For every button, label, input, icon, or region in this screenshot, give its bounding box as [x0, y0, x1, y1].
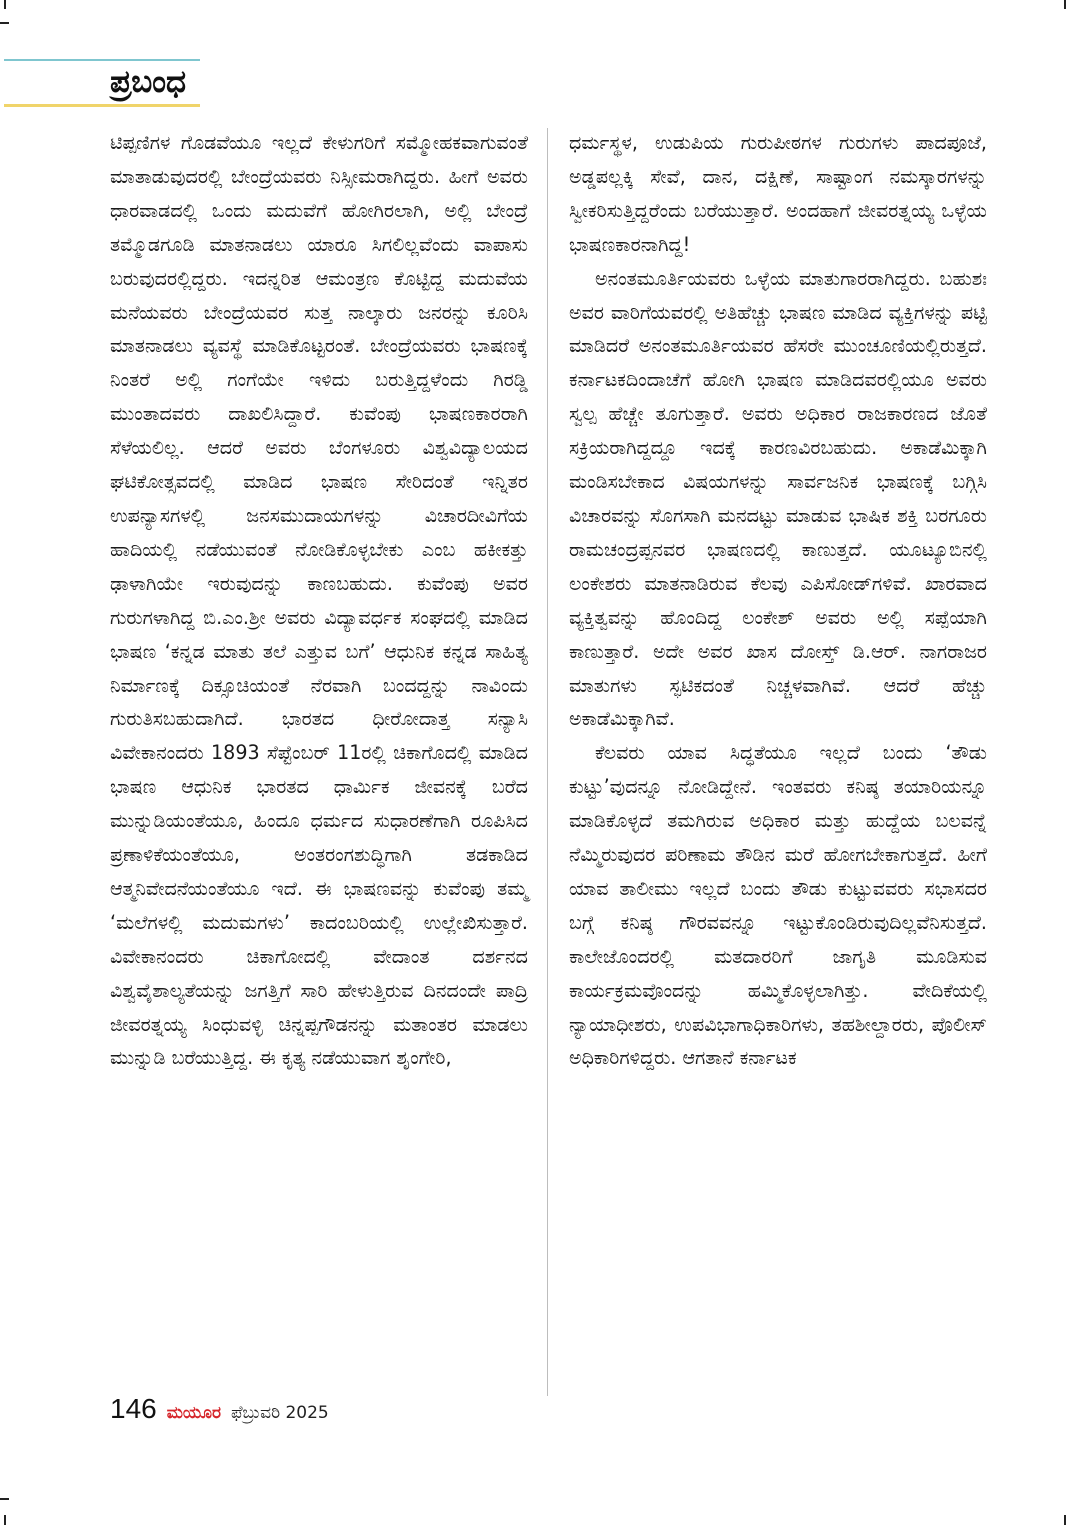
section-title: ಪ್ರಬಂಧ	[110, 64, 186, 100]
crop-mark-bottom-left-h	[0, 1498, 9, 1500]
section-rule-bottom	[4, 104, 200, 107]
left-paragraph-1: ಟಿಪ್ಪಣಿಗಳ ಗೊಡವೆಯೂ ಇಲ್ಲದೆ ಕೇಳುಗರಿಗೆ ಸಮ್ಮೋಹಕವಾಗುವಂತೆ ಮಾತಾಡುವುದರಲ್ಲಿ ಬೇಂದ್ರೆಯವರು ನಿಸ್ಸೀಮರಾಗಿದ್ದರು. ಹೀಗೆ ಅವರು ಧಾರವಾಡದಲ್ಲಿ ಒಂದು ಮದುವೆಗೆ ಹೋಗಿರಲಾಗಿ, ಅಲ್ಲಿ ಬೇಂದ್ರೆ ತಮ್ಮೊಡಗೂಡಿ ಮಾತನಾಡಲು ಯಾರೂ ಸಿಗಲಿಲ್ಲವೆಂದು ವಾಪಾಸು ಬರುವುದರಲ್ಲಿದ್ದರು. ಇದನ್ನರಿತ ಆಮಂತ್ರಣ ಕೊಟ್ಟಿದ್ದ ಮದುವೆಯ ಮನೆಯವರು ಬೇಂದ್ರೆಯವರ ಸುತ್ತ ನಾಲ್ಕಾರು ಜನರನ್ನು ಕೂರಿಸಿ ಮಾತನಾಡಲು ವ್ಯವಸ್ಥೆ ಮಾಡಿಕೊಟ್ಟರಂತೆ. ಬೇಂದ್ರೆಯವರು ಭಾಷಣಕ್ಕೆ ನಿಂತರೆ ಅಲ್ಲಿ ಗಂಗೆಯೇ ಇಳಿದು ಬರುತ್ತಿದ್ದಳೆಂದು ಗಿರಡ್ಡಿ ಮುಂತಾದವರು ದಾಖಲಿಸಿದ್ದಾರೆ. ಕುವೆಂಪು ಭಾಷಣಕಾರರಾಗಿ ಸೆಳೆಯಲಿಲ್ಲ. ಆದರೆ ಅವರು ಬೆಂಗಳೂರು ವಿಶ್ವವಿದ್ಯಾಲಯದ ಘಟಿಕೋತ್ಸವದಲ್ಲಿ ಮಾಡಿದ ಭಾಷಣ ಸೇರಿದಂತೆ ಇನ್ನಿತರ ಉಪನ್ಯಾಸಗಳಲ್ಲಿ ಜನಸಮುದಾಯಗಳನ್ನು ವಿಚಾರದೀವಿಗೆಯ ಹಾದಿಯಲ್ಲಿ ನಡೆಯುವಂತೆ ನೋಡಿಕೊಳ್ಳಬೇಕು ಎಂಬ ಹಕೀಕತ್ತು ಢಾಳಾಗಿಯೇ ಇರುವುದನ್ನು ಕಾಣಬಹುದು. ಕುವೆಂಪು ಅವರ ಗುರುಗಳಾಗಿದ್ದ ಬಿ.ಎಂ.ಶ್ರೀ ಅವರು ವಿದ್ಯಾವರ್ಧಕ ಸಂಘದಲ್ಲಿ ಮಾಡಿದ ಭಾಷಣ ‘ಕನ್ನಡ ಮಾತು ತಲೆ ಎತ್ತುವ ಬಗೆ’ ಆಧುನಿಕ ಕನ್ನಡ ಸಾಹಿತ್ಯ ನಿರ್ಮಾಣಕ್ಕೆ ದಿಕ್ಸೂಚಿಯಂತೆ ನೆರವಾಗಿ ಬಂದದ್ದನ್ನು ನಾವಿಂದು ಗುರುತಿಸಬಹುದಾಗಿದೆ. ಭಾರತದ ಧೀರೋದಾತ್ತ ಸನ್ಯಾಸಿ ವಿವೇಕಾನಂದರು 1893 ಸೆಪ್ಟೆಂಬರ್ 11ರಲ್ಲಿ ಚಿಕಾಗೊದಲ್ಲಿ ಮಾಡಿದ ಭಾಷಣ ಆಧುನಿಕ ಭಾರತದ ಧಾರ್ಮಿಕ ಜೀವನಕ್ಕೆ ಬರೆದ ಮುನ್ನುಡಿಯಂತೆಯೂ, ಹಿಂದೂ ಧರ್ಮದ ಸುಧಾರಣೆಗಾಗಿ ರೂಪಿಸಿದ ಪ್ರಣಾಳಿಕೆಯಂತೆಯೂ, ಅಂತರಂಗಶುದ್ಧಿಗಾಗಿ ತಡಕಾಡಿದ ಆತ್ಮನಿವೇದನೆಯಂತೆಯೂ ಇದೆ. ಈ ಭಾಷಣವನ್ನು ಕುವೆಂಪು ತಮ್ಮ ‘ಮಲೆಗಳಲ್ಲಿ ಮದುಮಗಳು’ ಕಾದಂಬರಿಯಲ್ಲಿ ಉಲ್ಲೇಖಿಸುತ್ತಾರೆ. ವಿವೇಕಾನಂದರು ಚಿಕಾಗೋದಲ್ಲಿ ವೇದಾಂತ ದರ್ಶನದ ವಿಶ್ವವೈಶಾಲ್ಯತೆಯನ್ನು ಜಗತ್ತಿಗೆ ಸಾರಿ ಹೇಳುತ್ತಿರುವ ದಿನದಂದೇ ಪಾದ್ರಿ ಜೀವರತ್ನಯ್ಯ ಸಿಂಧುವಳ್ಳಿ ಚಿನ್ನಪ್ಪಗೌಡನನ್ನು ಮತಾಂತರ ಮಾಡಲು ಮುನ್ನುಡಿ ಬರೆಯುತ್ತಿದ್ದ. ಈ ಕೃತ್ಯ ನಡೆಯುವಾಗ ಶೃಂಗೇರಿ,	[110, 131, 528, 1070]
crop-mark-bottom-left	[4, 1515, 6, 1525]
right-paragraph-1: ಧರ್ಮಸ್ಥಳ, ಉಡುಪಿಯ ಗುರುಪೀಠಗಳ ಗುರುಗಳು ಪಾದಪೂಜೆ, ಅಡ್ಡಪಲ್ಲಕ್ಕಿ ಸೇವೆ, ದಾನ, ದಕ್ಷಿಣೆ, ಸಾಷ್ಟಾಂಗ ನಮಸ್ಕಾರಗಳನ್ನು ಸ್ವೀಕರಿಸುತ್ತಿದ್ದರೆಂದು ಬರೆಯುತ್ತಾರೆ. ಅಂದಹಾಗೆ ಜೀವರತ್ನಯ್ಯ ಒಳ್ಳೆಯ ಭಾಷಣಕಾರನಾಗಿದ್ದ!	[569, 131, 987, 256]
left-column	[110, 126, 528, 1075]
right-paragraph-2: ಅನಂತಮೂರ್ತಿಯವರು ಒಳ್ಳೆಯ ಮಾತುಗಾರರಾಗಿದ್ದರು. ಬಹುಶಃ ಅವರ ವಾರಿಗೆಯವರಲ್ಲಿ ಅತಿಹೆಚ್ಚು ಭಾಷಣ ಮಾಡಿದ ವ್ಯಕ್ತಿಗಳನ್ನು ಪಟ್ಟಿ ಮಾಡಿದರೆ ಅನಂತಮೂರ್ತಿಯವರ ಹೆಸರೇ ಮುಂಚೂಣಿಯಲ್ಲಿರುತ್ತದೆ. ಕರ್ನಾಟಕದಿಂದಾಚೆಗೆ ಹೋಗಿ ಭಾಷಣ ಮಾಡಿದವರಲ್ಲಿಯೂ ಅವರು ಸ್ವಲ್ಪ ಹೆಚ್ಚೇ ತೂಗುತ್ತಾರೆ. ಅವರು ಅಧಿಕಾರ ರಾಜಕಾರಣದ ಜೊತೆ ಸಕ್ರಿಯರಾಗಿದ್ದದ್ದೂ ಇದಕ್ಕೆ ಕಾರಣವಿರಬಹುದು. ಅಕಾಡೆಮಿಕ್ಕಾಗಿ ಮಂಡಿಸಬೇಕಾದ ವಿಷಯಗಳನ್ನು ಸಾರ್ವಜನಿಕ ಭಾಷಣಕ್ಕೆ ಬಗ್ಗಿಸಿ ವಿಚಾರವನ್ನು ಸೊಗಸಾಗಿ ಮನದಟ್ಟು ಮಾಡುವ ಭಾಷಿಕ ಶಕ್ತಿ ಬರಗೂರು ರಾಮಚಂದ್ರಪ್ಪನವರ ಭಾಷಣದಲ್ಲಿ ಕಾಣುತ್ತದೆ. ಯೂಟ್ಯೂಬಿನಲ್ಲಿ ಲಂಕೇಶರು ಮಾತನಾಡಿರುವ ಕೆಲವು ಎಪಿಸೋಡ್‌ಗಳಿವೆ. ಖಾರವಾದ ವ್ಯಕ್ತಿತ್ವವನ್ನು ಹೊಂದಿದ್ದ ಲಂಕೇಶ್ ಅವರು ಅಲ್ಲಿ ಸಪ್ಪೆಯಾಗಿ ಕಾಣುತ್ತಾರೆ. ಅದೇ ಅವರ ಖಾಸ ದೋಸ್ತ್ ಡಿ.ಆರ್. ನಾಗರಾಜರ ಮಾತುಗಳು ಸ್ಫಟಿಕದಂತೆ ನಿಚ್ಚಳವಾಗಿವೆ. ಆದರೆ ಹೆಚ್ಚು ಅಕಾಡೆಮಿಕ್ಕಾಗಿವೆ.	[569, 266, 987, 731]
right-paragraph-3: ಕೆಲವರು ಯಾವ ಸಿದ್ಧತೆಯೂ ಇಲ್ಲದೆ ಬಂದು ‘ತೌಡು ಕುಟ್ಟು’ವುದನ್ನೂ ನೋಡಿದ್ದೇನೆ. ಇಂತವರು ಕನಿಷ್ಠ ತಯಾರಿಯನ್ನೂ ಮಾಡಿಕೊಳ್ಳದೆ ತಮಗಿರುವ ಅಧಿಕಾರ ಮತ್ತು ಹುದ್ದೆಯ ಬಲವನ್ನೆ ನೆಮ್ಮಿರುವುದರ ಪರಿಣಾಮ ತೌಡಿನ ಮರೆ ಹೋಗಬೇಕಾಗುತ್ತದೆ. ಹೀಗೆ ಯಾವ ತಾಲೀಮು ಇಲ್ಲದೆ ಬಂದು ತೌಡು ಕುಟ್ಟುವವರು ಸಭಾಸದರ ಬಗ್ಗೆ ಕನಿಷ್ಠ ಗೌರವವನ್ನೂ ಇಟ್ಟುಕೊಂಡಿರುವುದಿಲ್ಲವೆನಿಸುತ್ತದೆ. ಕಾಲೇಜೊಂದರಲ್ಲಿ ಮತದಾರರಿಗೆ ಜಾಗೃತಿ ಮೂಡಿಸುವ ಕಾರ್ಯಕ್ರಮವೊಂದನ್ನು ಹಮ್ಮಿಕೊಳ್ಳಲಾಗಿತ್ತು. ವೇದಿಕೆಯಲ್ಲಿ ನ್ಯಾಯಾಧೀಶರು, ಉಪವಿಭಾಗಾಧಿಕಾರಿಗಳು, ತಹಶೀಲ್ದಾರರು, ಪೊಲೀಸ್ ಅಧಿಕಾರಿಗಳಿದ್ದರು. ಆಗತಾನೆ ಕರ್ನಾಟಕ	[569, 741, 987, 1070]
section-rule-top	[4, 59, 200, 61]
crop-mark-top-right	[1064, 0, 1066, 9]
crop-mark-top-left-h	[0, 22, 9, 24]
page-number: 146	[110, 1393, 157, 1424]
right-column	[569, 126, 987, 1075]
crop-mark-bottom-right	[1064, 1515, 1066, 1525]
page-footer	[110, 1393, 329, 1429]
issue-date: ಫೆಬ್ರುವರಿ 2025	[230, 1403, 329, 1423]
crop-mark-top-left	[4, 0, 6, 9]
magazine-logo: ಮಯೂರ	[166, 1403, 221, 1423]
column-divider	[547, 128, 548, 1396]
